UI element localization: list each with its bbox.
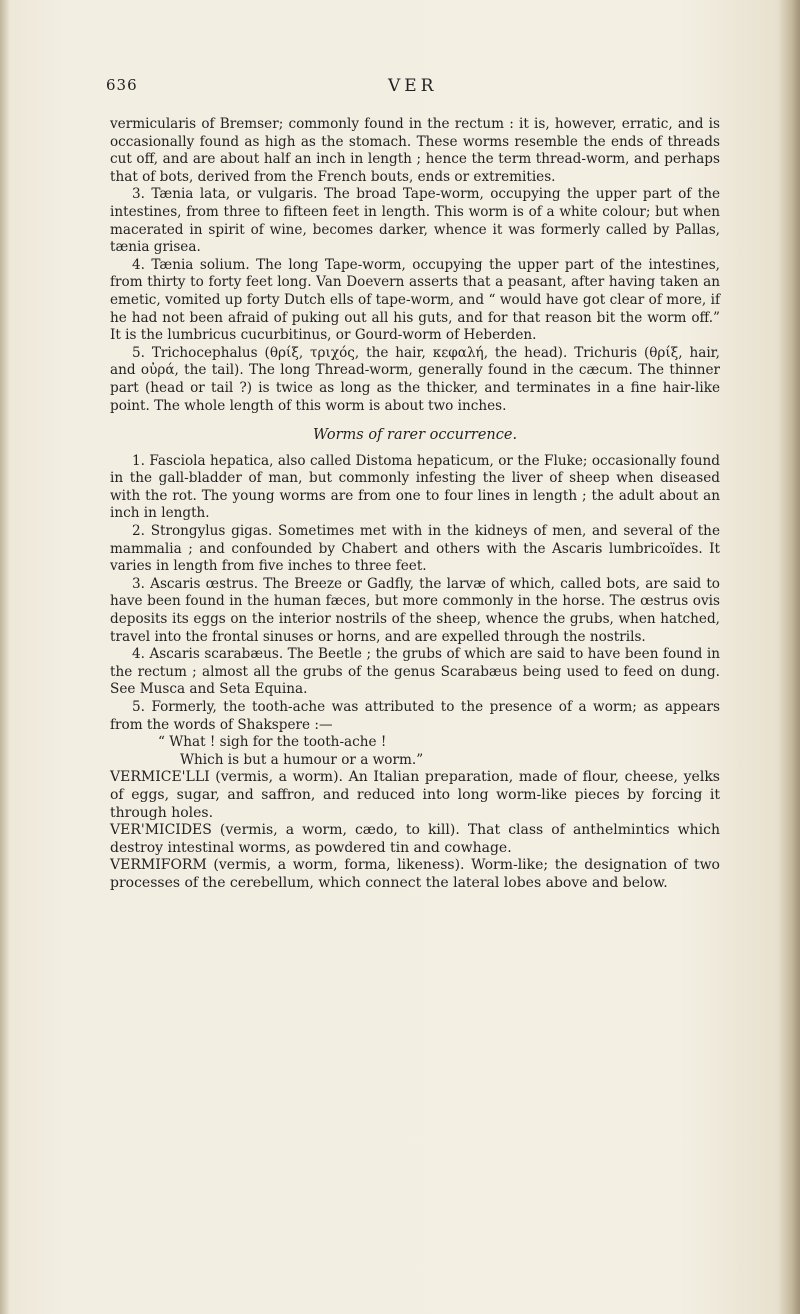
dictionary-entry: VER'MICIDES (vermis, a worm, cædo, to kill). That class of anthelmintics which destroy intestinal worms, as powdered tin and cowhage.	[110, 822, 720, 856]
page-edge-shadow	[778, 0, 800, 1314]
quotation-line: “ What ! sigh for the tooth-ache !	[158, 734, 387, 751]
dictionary-entry: VERMIFORM (vermis, a worm, forma, likeness). Worm-like; the designation of two processes of the cerebellum, which connect the lateral lobes above and below.	[110, 857, 720, 891]
paragraph: 4. Ascaris scarabæus. The Beetle ; the grubs of which are said to have been found in the rectum ; almost all the grubs of the genus Scarabæus being used to feed on dung. See Musca and Seta Equina.	[110, 646, 720, 698]
paragraph: 5. Formerly, the tooth-ache was attributed to the presence of a worm; as appears from the words of Shakspere :—	[110, 699, 720, 733]
paragraph: 3. Tænia lata, or vulgaris. The broad Tape-worm, occupying the upper part of the intestines, from three to fifteen feet in length. This worm is of a white colour; but when macerated in spirit of wine, becomes darker, whence it was formerly called by Pallas, tænia grisea.	[110, 186, 720, 256]
page-number: 636	[106, 76, 138, 94]
paragraph: 2. Strongylus gigas. Sometimes met with in the kidneys of men, and several of the mammalia ; and confounded by Chabert and others with the Ascaris lumbricoïdes. It varies in length from five inches to three feet.	[110, 523, 720, 575]
dictionary-entry: VERMICE'LLI (vermis, a worm). An Italian preparation, made of flour, cheese, yelks of eggs, sugar, and saffron, and reduced into long worm-like pieces by forcing it through holes.	[110, 769, 720, 821]
paragraph: vermicularis of Bremser; commonly found in the rectum : it is, however, erratic, and is occasionally found as high as the stomach. These worms resemble the ends of threads cut off, and are about half an inch in length ; hence the term thread-worm, and perhaps that of bots, derived from the French bouts, ends or extremities.	[110, 116, 720, 185]
quotation-line: Which is but a humour or a worm.”	[180, 751, 424, 768]
page-header	[0, 76, 800, 100]
page-body	[110, 116, 720, 893]
page-gutter-shadow	[0, 0, 10, 1314]
running-head: VER	[388, 76, 438, 96]
section-heading: Worms of rarer occurrence.	[312, 427, 518, 444]
paragraph: 3. Ascaris œstrus. The Breeze or Gadfly, the larvæ of which, called bots, are said to have been found in the human fæces, but more commonly in the horse. The œstrus ovis deposits its eggs on the interior nostrils of the sheep, whence the grubs, when hatched, travel into the frontal sinuses or horns, and are expelled through the nostrils.	[110, 575, 720, 645]
paragraph: 1. Fasciola hepatica, also called Distoma hepaticum, or the Fluke; occasionally found in the gall-bladder of man, but commonly infesting the liver of sheep when diseased with the rot. The young worms are from one to four lines in length ; the adult about an inch in length.	[110, 452, 720, 522]
paragraph: 4. Tænia solium. The long Tape-worm, occupying the upper part of the intestines, from thirty to forty feet long. Van Doevern asserts that a peasant, after having taken an emetic, vomited up forty Dutch ells of tape-worm, and “ would have got clear of more, if he had not been afraid of puking out all his guts, and for that reason bit the worm off.” It is the lumbricus cucurbitinus, or Gourd-worm of Heberden.	[110, 256, 720, 344]
paragraph: 5. Trichocephalus (θρίξ, τριχός, the hair, κεφαλή, the head). Trichuris (θρίξ, hair, and οὐρά, the tail). The long Thread-worm, generally found in the cæcum. The thinner part (head or tail ?) is twice as long as the thicker, and terminates in a fine hair-like point. The whole length of this worm is about two inches.	[110, 344, 720, 414]
